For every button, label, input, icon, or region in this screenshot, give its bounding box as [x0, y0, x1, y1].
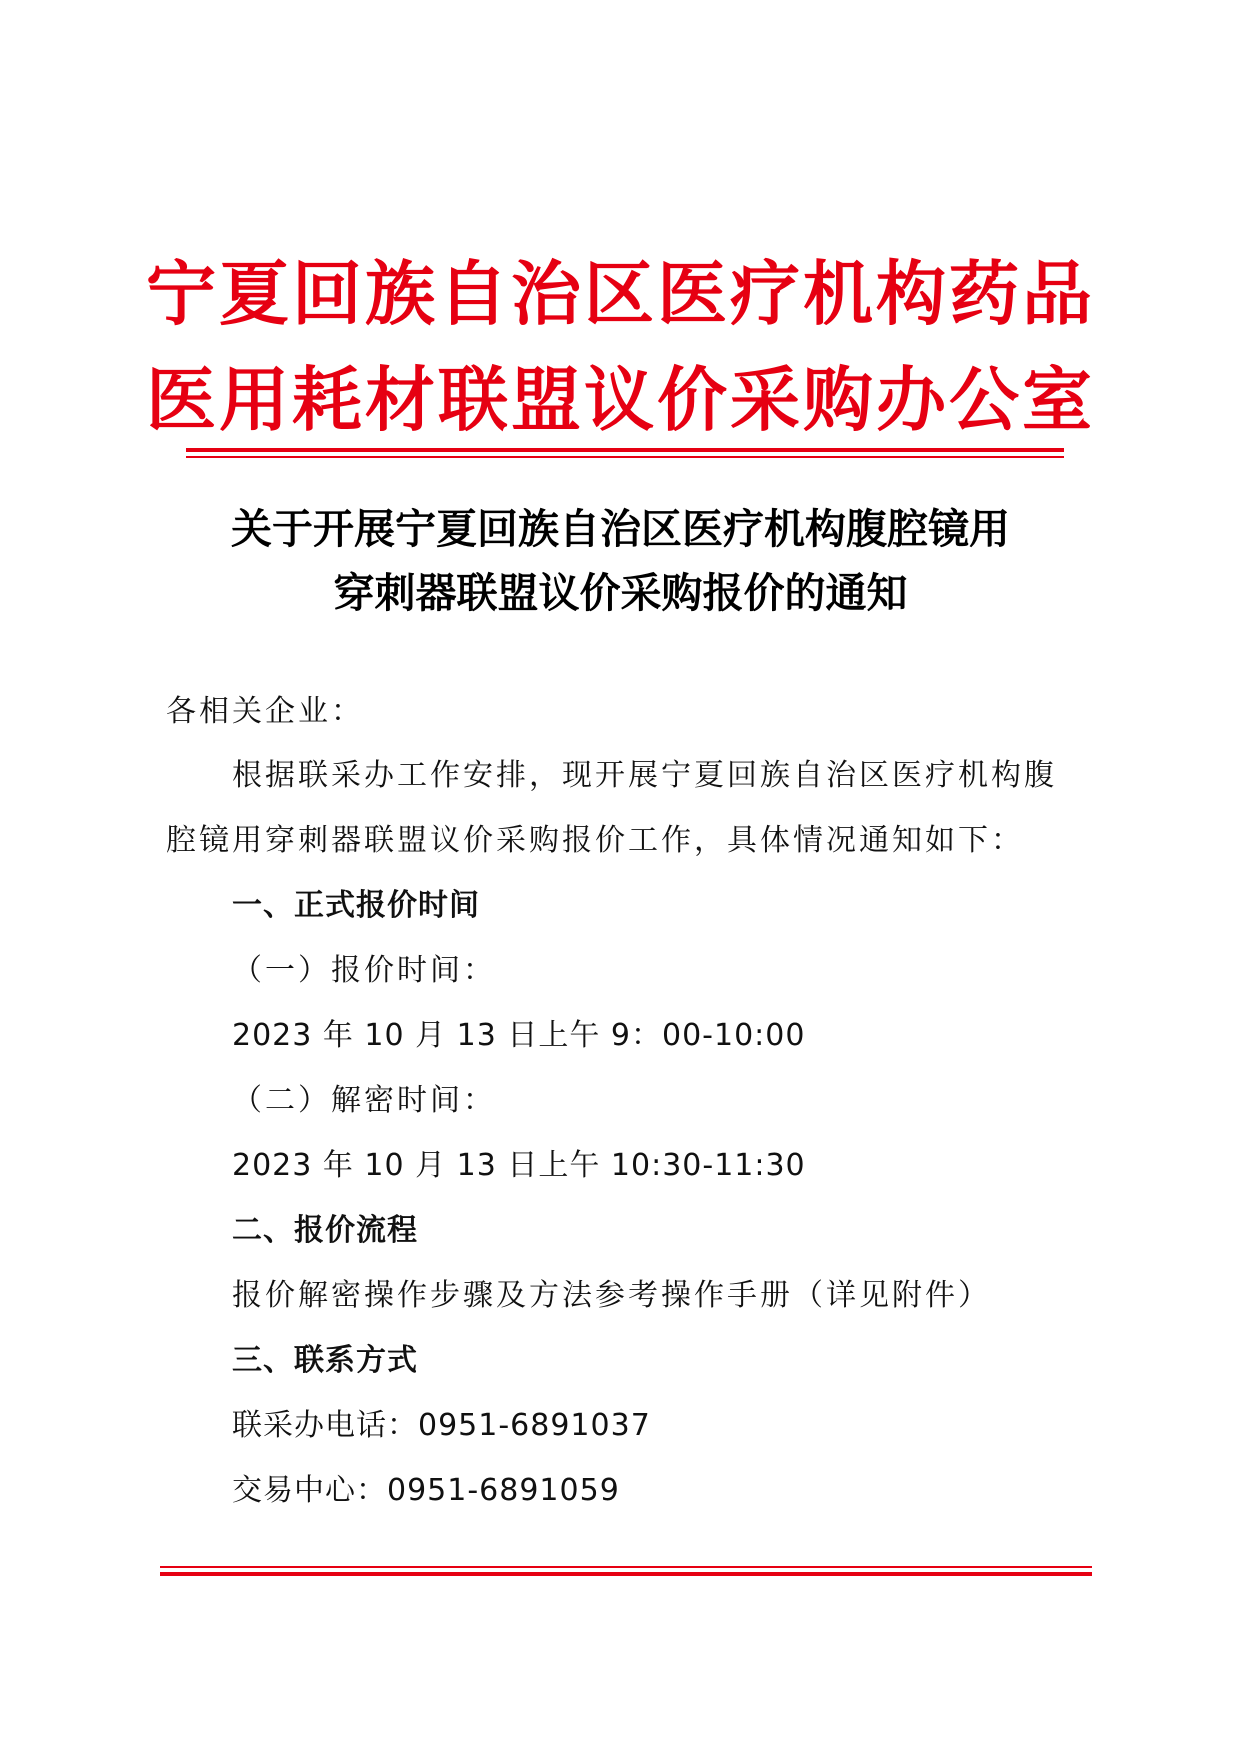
sub-1-value: 2023 年 10 月 13 日上午 9：00-10:00	[232, 1018, 806, 1053]
sub-2-label: （二）解密时间：	[232, 1083, 496, 1118]
contact-phone-lianbaiban: 联采办电话：0951-6891037	[232, 1408, 651, 1443]
intro-line-2: 腔镜用穿刺器联盟议价采购报价工作，具体情况通知如下：	[166, 823, 1024, 858]
org-name-line-1: 宁夏回族自治区医疗机构药品	[146, 253, 1095, 335]
sub-1-label: （一）报价时间：	[232, 953, 496, 988]
footer-divider-thick	[160, 1572, 1092, 1576]
section-2-text: 报价解密操作步骤及方法参考操作手册（详见附件）	[232, 1278, 991, 1313]
contact-phone-trading-center: 交易中心：0951-6891059	[232, 1473, 620, 1508]
org-name-line-2: 医用耗材联盟议价采购办公室	[146, 359, 1095, 441]
sub-2-value: 2023 年 10 月 13 日上午 10:30-11:30	[232, 1148, 806, 1183]
notice-title-line-1: 关于开展宁夏回族自治区医疗机构腹腔镜用	[231, 505, 1010, 553]
section-2-heading: 二、报价流程	[232, 1213, 418, 1248]
header-divider-thin	[186, 456, 1064, 458]
intro-line-1: 根据联采办工作安排，现开展宁夏回族自治区医疗机构腹	[232, 758, 1057, 793]
notice-title-line-2: 穿刺器联盟议价采购报价的通知	[333, 569, 908, 617]
section-3-heading: 三、联系方式	[232, 1343, 418, 1378]
salutation: 各相关企业：	[166, 694, 364, 729]
footer-divider-thin	[160, 1566, 1092, 1568]
section-1-heading: 一、正式报价时间	[232, 888, 480, 923]
header-divider-thick	[186, 448, 1064, 452]
